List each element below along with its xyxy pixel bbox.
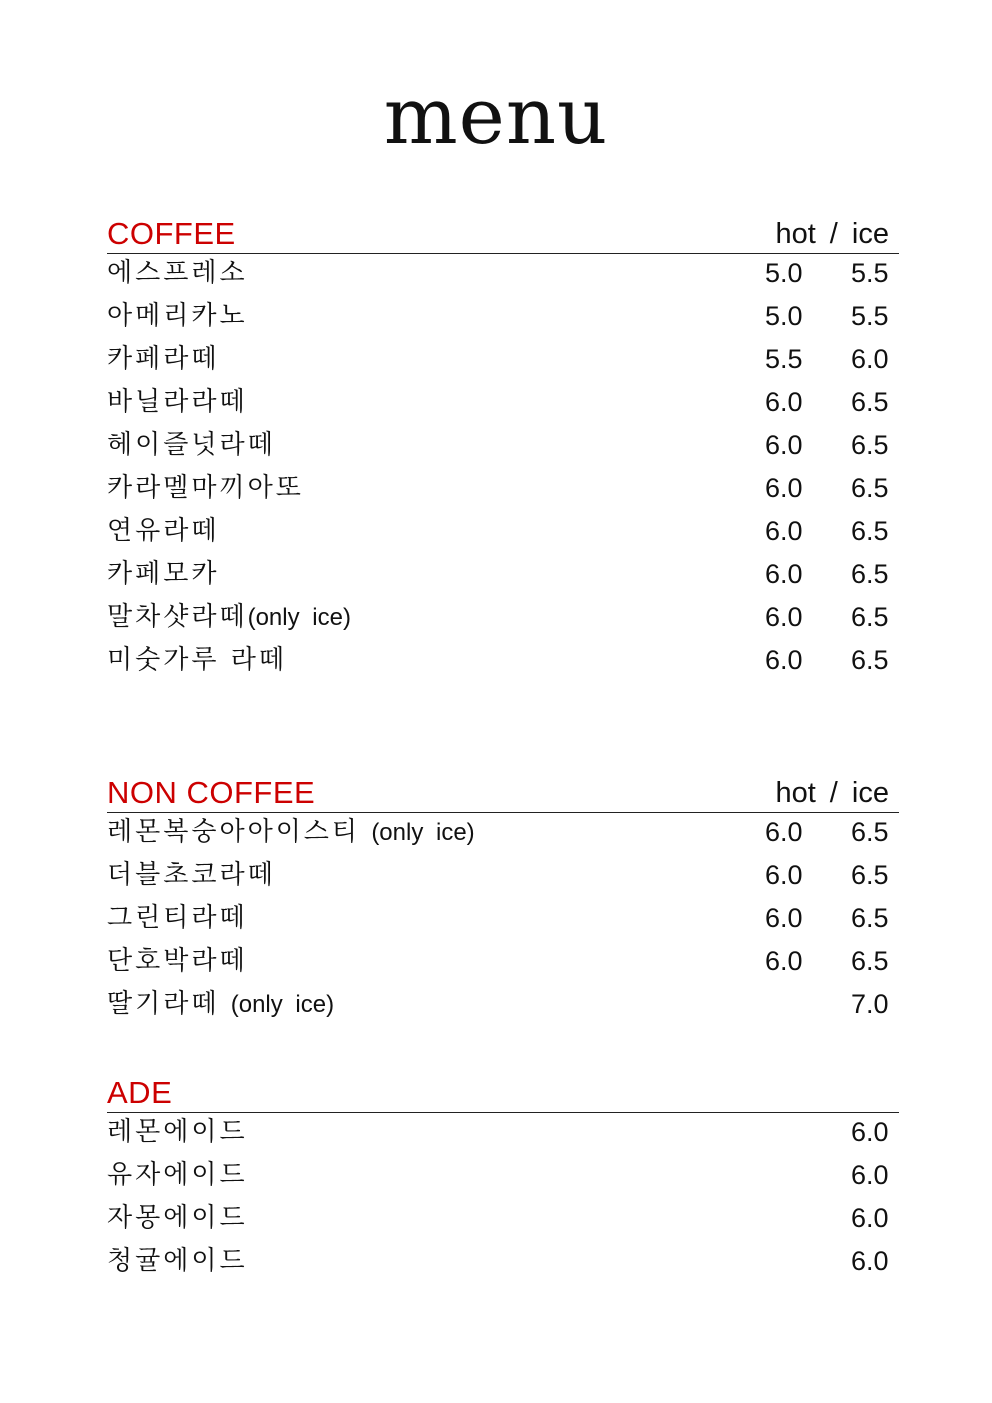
ice-price: 5.5 bbox=[851, 258, 889, 288]
hot-price: 6.0 bbox=[765, 559, 803, 589]
hot-price: 6.0 bbox=[765, 860, 803, 890]
menu-item bbox=[107, 641, 899, 684]
item-name: 바닐라라떼 bbox=[107, 387, 248, 417]
menu-item bbox=[107, 297, 899, 340]
non-coffee-item-list bbox=[107, 813, 899, 1028]
item-note: (only ice) bbox=[371, 819, 475, 846]
hot-price: 6.0 bbox=[765, 602, 803, 632]
menu-item bbox=[107, 254, 899, 297]
item-name: 레몬복숭아아이스티 bbox=[107, 817, 361, 847]
coffee-item-list bbox=[107, 254, 899, 684]
item-name: 레몬에이드 bbox=[107, 1117, 248, 1147]
price: 6.0 bbox=[851, 1160, 889, 1190]
hot-price: 6.0 bbox=[765, 516, 803, 546]
menu-item bbox=[107, 813, 899, 856]
hot-price: 6.0 bbox=[765, 946, 803, 976]
menu-item bbox=[107, 1156, 899, 1199]
item-name: 헤이즐넛라떼 bbox=[107, 430, 276, 460]
menu-item bbox=[107, 1242, 899, 1285]
ice-price: 6.5 bbox=[851, 387, 889, 417]
menu-item bbox=[107, 942, 899, 985]
item-note: (only ice) bbox=[247, 604, 351, 631]
ice-price: 6.5 bbox=[851, 602, 889, 632]
item-name: 미숫가루 라떼 bbox=[107, 645, 287, 675]
item-name: 카라멜마끼아또 bbox=[107, 473, 304, 503]
menu-item bbox=[107, 340, 899, 383]
menu-item bbox=[107, 1199, 899, 1242]
hot-price: 6.0 bbox=[765, 903, 803, 933]
hot-price: 5.0 bbox=[765, 301, 803, 331]
ice-price: 6.5 bbox=[851, 946, 889, 976]
ice-price: 6.5 bbox=[851, 516, 889, 546]
menu-item bbox=[107, 426, 899, 469]
non-coffee-hot-ice-header: hot / ice bbox=[775, 777, 889, 809]
non-coffee-header bbox=[107, 772, 899, 813]
item-name: 더블초코라떼 bbox=[107, 860, 276, 890]
hot-price: 6.0 bbox=[765, 473, 803, 503]
ade-section-title: ADE bbox=[107, 1075, 173, 1110]
menu-item bbox=[107, 512, 899, 555]
menu-item bbox=[107, 856, 899, 899]
menu-item bbox=[107, 469, 899, 512]
hot-price: 5.5 bbox=[765, 344, 803, 374]
ice-price: 6.5 bbox=[851, 903, 889, 933]
menu-title: menu bbox=[383, 72, 609, 162]
hot-price: 6.0 bbox=[765, 817, 803, 847]
non-coffee-section-title: NON COFFEE bbox=[107, 775, 316, 810]
ade-section bbox=[107, 1072, 899, 1285]
ice-price: 7.0 bbox=[851, 989, 889, 1019]
item-name: 딸기라떼 bbox=[107, 989, 220, 1019]
ade-header bbox=[107, 1072, 899, 1113]
ice-price: 6.5 bbox=[851, 559, 889, 589]
item-name: 연유라떼 bbox=[107, 516, 220, 546]
item-name: 자몽에이드 bbox=[107, 1203, 248, 1233]
ice-price: 6.0 bbox=[851, 344, 889, 374]
non-coffee-section bbox=[107, 772, 899, 1028]
price: 6.0 bbox=[851, 1203, 889, 1233]
menu-item bbox=[107, 899, 899, 942]
ice-price: 6.5 bbox=[851, 817, 889, 847]
item-name: 카페라떼 bbox=[107, 344, 220, 374]
coffee-header bbox=[107, 213, 899, 254]
item-name: 말차샷라떼 bbox=[107, 602, 248, 632]
ice-price: 6.5 bbox=[851, 860, 889, 890]
menu-item bbox=[107, 985, 899, 1028]
item-name: 청귤에이드 bbox=[107, 1246, 248, 1276]
hot-price: 6.0 bbox=[765, 430, 803, 460]
item-name: 아메리카노 bbox=[107, 301, 248, 331]
coffee-hot-ice-header: hot / ice bbox=[775, 218, 889, 250]
menu-item bbox=[107, 555, 899, 598]
menu-item bbox=[107, 598, 899, 641]
ice-price: 5.5 bbox=[851, 301, 889, 331]
menu-item bbox=[107, 1113, 899, 1156]
coffee-section-title: COFFEE bbox=[107, 216, 236, 251]
item-name: 유자에이드 bbox=[107, 1160, 248, 1190]
coffee-section bbox=[107, 213, 899, 684]
ice-price: 6.5 bbox=[851, 473, 889, 503]
ade-item-list bbox=[107, 1113, 899, 1285]
price: 6.0 bbox=[851, 1246, 889, 1276]
item-name: 에스프레소 bbox=[107, 258, 248, 288]
hot-price: 6.0 bbox=[765, 645, 803, 675]
item-name: 카페모카 bbox=[107, 559, 220, 589]
item-name: 그린티라떼 bbox=[107, 903, 248, 933]
hot-price: 5.0 bbox=[765, 258, 803, 288]
price: 6.0 bbox=[851, 1117, 889, 1147]
hot-price: 6.0 bbox=[765, 387, 803, 417]
item-note: (only ice) bbox=[230, 991, 335, 1018]
ice-price: 6.5 bbox=[851, 430, 889, 460]
menu-item bbox=[107, 383, 899, 426]
ice-price: 6.5 bbox=[851, 645, 889, 675]
item-name: 단호박라떼 bbox=[107, 946, 248, 976]
